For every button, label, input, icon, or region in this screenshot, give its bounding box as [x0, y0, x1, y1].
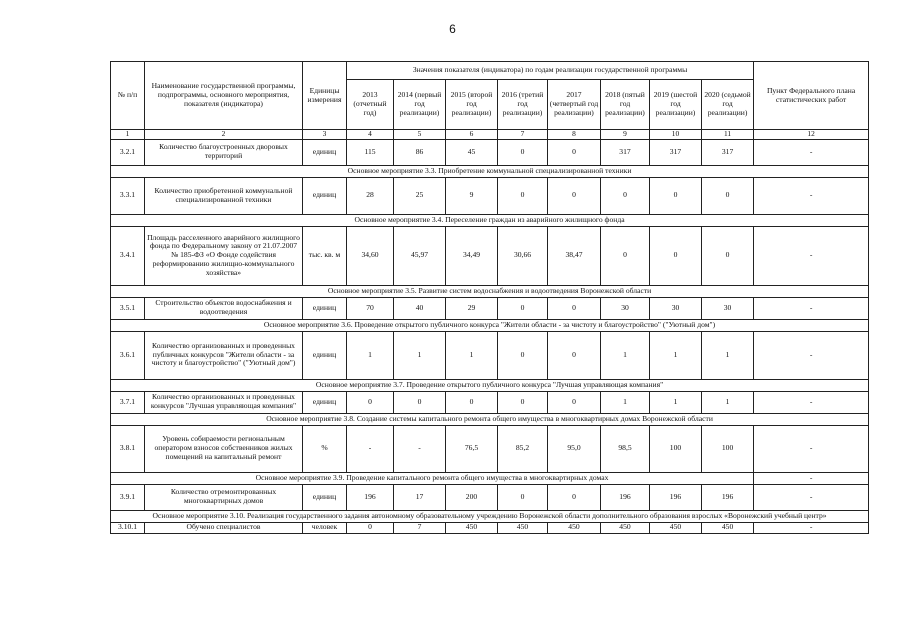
value-cell: 115: [347, 139, 394, 165]
table-row: [111, 331, 869, 379]
section-title: Основное мероприятие 3.7. Проведение открытого публичного конкурса "Лучшая управляющая компания": [111, 379, 869, 391]
value-cell: 30,66: [498, 226, 548, 285]
header-num: № п/п: [111, 62, 145, 130]
value-cell: 450: [548, 522, 601, 533]
value-cell: 1: [650, 331, 702, 379]
row-number: 3.10.1: [111, 522, 145, 533]
value-cell: 40: [394, 297, 446, 319]
column-number: 1: [111, 130, 145, 140]
value-cell: 17: [394, 484, 446, 510]
table-row: [111, 297, 869, 319]
value-cell: 450: [650, 522, 702, 533]
section-row: [111, 510, 869, 522]
plan-cell: -: [754, 139, 869, 165]
value-cell: 1: [601, 331, 650, 379]
value-cell: 0: [601, 226, 650, 285]
section-row: [111, 379, 869, 391]
value-cell: 0: [498, 139, 548, 165]
value-cell: 0: [548, 139, 601, 165]
value-cell: 450: [601, 522, 650, 533]
row-number: 3.7.1: [111, 391, 145, 413]
column-number: 10: [650, 130, 702, 140]
indicator-name: Количество организованных и проведенных конкурсов "Лучшая управляющая компания": [145, 391, 303, 413]
table-row: [111, 425, 869, 472]
header-plan: Пункт Федерального плана статистических работ: [754, 62, 869, 130]
unit-cell: тыс. кв. м: [303, 226, 347, 285]
indicator-name: Строительство объектов водоснабжения и водоотведения: [145, 297, 303, 319]
value-cell: 95,0: [548, 425, 601, 472]
column-number: 3: [303, 130, 347, 140]
value-cell: 450: [702, 522, 754, 533]
table-row: [111, 391, 869, 413]
header-name: Наименование государственной программы, подпрограммы, основного мероприятия, показателя (индикатора): [145, 62, 303, 130]
unit-cell: единиц: [303, 391, 347, 413]
section-title: Основное мероприятие 3.4. Переселение граждан из аварийного жилищного фонда: [111, 214, 869, 226]
value-cell: 45,97: [394, 226, 446, 285]
table-row: [111, 522, 869, 533]
value-cell: 34,60: [347, 226, 394, 285]
indicator-name: Площадь расселенного аварийного жилищного фонда по Федеральному закону от 21.07.2007 № 185-ФЗ «О Фонде содействия реформированию жилищно-коммунального хозяйства»: [145, 226, 303, 285]
column-number: 2: [145, 130, 303, 140]
page-number: 6: [449, 22, 456, 36]
header-year: 2018 (пятый год реализации): [601, 80, 650, 130]
section-title: Основное мероприятие 3.6. Проведение открытого публичного конкурса "Жители области - за чистоту и благоустройство" ("Уютный дом"): [111, 319, 869, 331]
value-cell: 1: [347, 331, 394, 379]
row-number: 3.5.1: [111, 297, 145, 319]
section-row: [111, 472, 869, 484]
value-cell: 0: [347, 391, 394, 413]
indicator-name: Обучено специалистов: [145, 522, 303, 533]
column-number: 12: [754, 130, 869, 140]
value-cell: 0: [702, 226, 754, 285]
value-cell: 76,5: [446, 425, 498, 472]
section-row: [111, 413, 869, 425]
section-row: [111, 285, 869, 297]
header-unit: Единицы измерения: [303, 62, 347, 130]
unit-cell: единиц: [303, 177, 347, 214]
value-cell: 0: [498, 177, 548, 214]
table-row: [111, 226, 869, 285]
column-number-row: [111, 130, 869, 140]
column-number: 8: [548, 130, 601, 140]
value-cell: 25: [394, 177, 446, 214]
value-cell: 0: [498, 297, 548, 319]
section-title: Основное мероприятие 3.3. Приобретение коммунальной специализированной техники: [111, 165, 869, 177]
value-cell: 86: [394, 139, 446, 165]
value-cell: 0: [548, 297, 601, 319]
header-year: 2013 (отчетный год): [347, 80, 394, 130]
value-cell: 1: [702, 331, 754, 379]
plan-cell: -: [754, 484, 869, 510]
value-cell: 7: [394, 522, 446, 533]
section-title: Основное мероприятие 3.10. Реализация государственного задания автономному образовательному учреждению Воронежской области дополнительного образования взрослых «Воронежский учебный центр»: [111, 510, 869, 522]
value-cell: -: [394, 425, 446, 472]
value-cell: 98,5: [601, 425, 650, 472]
value-cell: 0: [498, 391, 548, 413]
unit-cell: человек: [303, 522, 347, 533]
plan-cell: -: [754, 226, 869, 285]
header-year: 2014 (первый год реализации): [394, 80, 446, 130]
value-cell: 317: [702, 139, 754, 165]
value-cell: 0: [650, 226, 702, 285]
value-cell: 34,49: [446, 226, 498, 285]
column-number: 7: [498, 130, 548, 140]
plan-cell: -: [754, 391, 869, 413]
column-number: 11: [702, 130, 754, 140]
table-row: [111, 139, 869, 165]
value-cell: 0: [702, 177, 754, 214]
value-cell: 0: [347, 522, 394, 533]
section-row: [111, 319, 869, 331]
value-cell: 29: [446, 297, 498, 319]
header-year: 2015 (второй год реализации): [446, 80, 498, 130]
header-year: 2020 (седьмой год реализации): [702, 80, 754, 130]
table-row: [111, 484, 869, 510]
value-cell: 196: [702, 484, 754, 510]
value-cell: 100: [650, 425, 702, 472]
plan-cell: -: [754, 331, 869, 379]
value-cell: 45: [446, 139, 498, 165]
value-cell: 450: [498, 522, 548, 533]
indicator-name: Количество отремонтированных многоквартирных домов: [145, 484, 303, 510]
unit-cell: %: [303, 425, 347, 472]
value-cell: 196: [650, 484, 702, 510]
value-cell: 30: [601, 297, 650, 319]
value-cell: 0: [548, 177, 601, 214]
value-cell: 0: [650, 177, 702, 214]
value-cell: 1: [601, 391, 650, 413]
value-cell: 0: [548, 484, 601, 510]
unit-cell: единиц: [303, 297, 347, 319]
row-number: 3.4.1: [111, 226, 145, 285]
value-cell: 317: [601, 139, 650, 165]
value-cell: 38,47: [548, 226, 601, 285]
row-number: 3.2.1: [111, 139, 145, 165]
section-row: [111, 214, 869, 226]
plan-cell: -: [754, 425, 869, 472]
indicator-name: Количество организованных и проведенных публичных конкурсов "Жители области - за чистоту и благоустройство" ("Уютный дом"): [145, 331, 303, 379]
value-cell: 0: [498, 484, 548, 510]
row-number: 3.8.1: [111, 425, 145, 472]
section-title: Основное мероприятие 3.9. Проведение капитального ремонта общего имущества в многоквартирных домах: [111, 472, 754, 484]
header-year: 2017 (четвертый год реализации): [548, 80, 601, 130]
row-number: 3.9.1: [111, 484, 145, 510]
section-plan: -: [754, 472, 869, 484]
indicators-table: [110, 61, 869, 534]
unit-cell: единиц: [303, 331, 347, 379]
header-year: 2016 (третий год реализации): [498, 80, 548, 130]
value-cell: 0: [548, 331, 601, 379]
row-number: 3.3.1: [111, 177, 145, 214]
value-cell: 1: [394, 331, 446, 379]
value-cell: 450: [446, 522, 498, 533]
value-cell: 196: [347, 484, 394, 510]
value-cell: 100: [702, 425, 754, 472]
header-values-title: Значения показателя (индикатора) по годам реализации государственной программы: [347, 62, 754, 80]
value-cell: 30: [650, 297, 702, 319]
indicator-name: Количество приобретенной коммунальной специализированной техники: [145, 177, 303, 214]
value-cell: 9: [446, 177, 498, 214]
indicator-name: Количество благоустроенных дворовых территорий: [145, 139, 303, 165]
value-cell: 1: [446, 331, 498, 379]
unit-cell: единиц: [303, 139, 347, 165]
plan-cell: -: [754, 297, 869, 319]
value-cell: -: [347, 425, 394, 472]
column-number: 9: [601, 130, 650, 140]
indicator-name: Уровень собираемости региональным оператором взносов собственников жилых помещений на капитальный ремонт: [145, 425, 303, 472]
value-cell: 0: [601, 177, 650, 214]
value-cell: 70: [347, 297, 394, 319]
plan-cell: -: [754, 177, 869, 214]
value-cell: 196: [601, 484, 650, 510]
section-title: Основное мероприятие 3.5. Развитие систем водоснабжения и водоотведения Воронежской области: [111, 285, 869, 297]
section-title: Основное мероприятие 3.8. Создание системы капитального ремонта общего имущества в многоквартирных домах Воронежской области: [111, 413, 869, 425]
value-cell: 1: [650, 391, 702, 413]
value-cell: 85,2: [498, 425, 548, 472]
value-cell: 0: [548, 391, 601, 413]
value-cell: 200: [446, 484, 498, 510]
header-year: 2019 (шестой год реализации): [650, 80, 702, 130]
value-cell: 1: [702, 391, 754, 413]
value-cell: 317: [650, 139, 702, 165]
column-number: 4: [347, 130, 394, 140]
table-body: [111, 139, 869, 533]
unit-cell: единиц: [303, 484, 347, 510]
value-cell: 0: [446, 391, 498, 413]
plan-cell: -: [754, 522, 869, 533]
table-row: [111, 177, 869, 214]
value-cell: 0: [394, 391, 446, 413]
column-number: 6: [446, 130, 498, 140]
value-cell: 28: [347, 177, 394, 214]
row-number: 3.6.1: [111, 331, 145, 379]
section-row: [111, 165, 869, 177]
value-cell: 30: [702, 297, 754, 319]
column-number: 5: [394, 130, 446, 140]
value-cell: 0: [498, 331, 548, 379]
